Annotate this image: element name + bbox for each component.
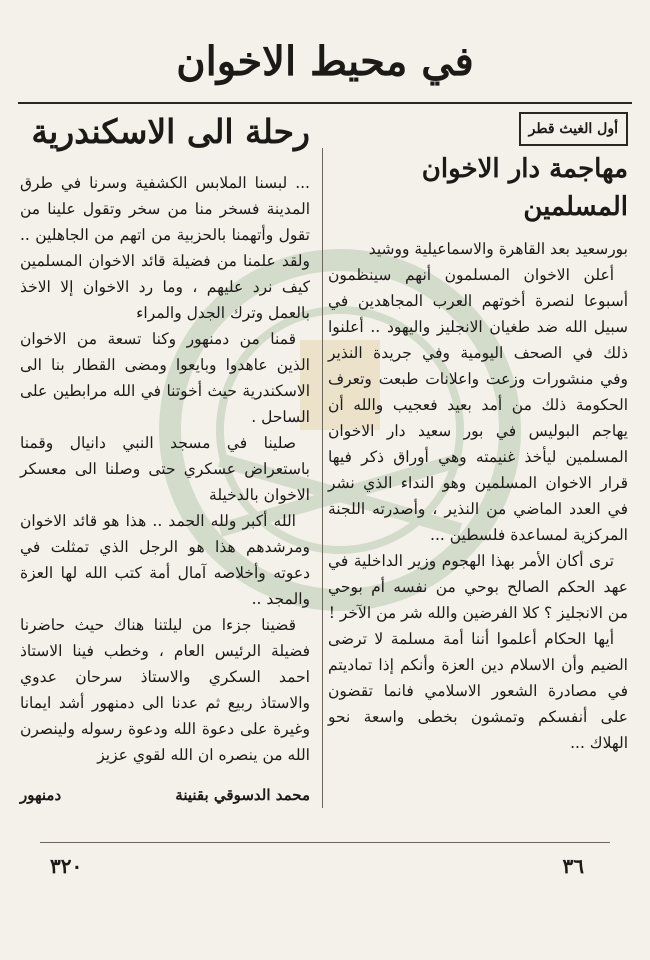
article-paragraph: أعلن الاخوان المسلمون أنهم سينظمون أسبوعا لنصرة أخوتهم العرب المجاهدين في سبيل الله ضد طغيان الانجليز واليهود .. أعلنوا ذلك في الصحف اليومية وفي جريدة النذير وفي منشورات وزعت واعلانات طبعت وتعرف الحكومة ذلك من أمد بعيد فعجيب والله أن يهاجم البوليس في بور سعيد دار الاخوان المسلمين ليأخذ غنيمته وهي أوراق ذكر فيها قرار الاخوان المسلمين وهو النداء الذي نشر في العدد الماضي من النذير ، وأصدرته اللجنة المركزية لمساعدة فلسطين ... bbox=[328, 266, 628, 544]
article-paragraph: بورسعيد بعد القاهرة والاسماعيلية ووشيد bbox=[368, 240, 628, 258]
signature-place: دمنهور bbox=[20, 786, 62, 804]
article-paragraph: ترى أكان الأمر بهذا الهجوم وزير الداخلية في عهد الحكم الصالح بوحي من نفسه أم بوحي من الانجليز ؟ كلا الفرضين والله شر من الآخر ! bbox=[328, 552, 628, 622]
masthead-rule bbox=[18, 102, 632, 104]
article-title: مهاجمة دار الاخوان المسلمين bbox=[421, 154, 628, 222]
page-number-right: ٣٦ bbox=[562, 854, 584, 878]
right-article bbox=[328, 108, 628, 756]
article-paragraph: الله أكبر ولله الحمد .. هذا هو قائد الاخوان ومرشدهم هذا هو الرجل الذي تمثلت في دعوته وأخلاصه آمال أمة كتب الله لها العزة والمجد .. bbox=[20, 512, 310, 608]
article-paragraph: أيها الحكام أعلموا أننا أمة مسلمة لا ترضى الضيم وأن الاسلام دين العزة وأنكم إذا تماديتم في مصادرة الشعور الاسلامي فانما تقضون على أنفسكم وتمشون بخطى واسعة نحو الهلاك ... bbox=[328, 630, 628, 752]
article-signature bbox=[20, 782, 310, 808]
footer-rule bbox=[40, 842, 610, 843]
article-paragraph: قمنا من دمنهور وكنا تسعة من الاخوان الذين عاهدوا وبايعوا ومضى القطار بنا الى الاسكندرية حيث أخوتنا في الله مرابطين على الساحل . bbox=[20, 330, 310, 426]
article-title: رحلة الى الاسكندرية bbox=[31, 112, 310, 151]
page-number-left: ٣٢٠ bbox=[50, 854, 83, 878]
article-paragraph: صلينا في مسجد النبي دانيال وقمنا باستعراض عسكري حتى وصلنا الى معسكر الاخوان بالدخيلة bbox=[20, 434, 310, 504]
page-masthead: في محيط الاخوان bbox=[176, 38, 474, 85]
article-paragraph: ... لبسنا الملابس الكشفية وسرنا في طرق المدينة فسخر منا من سخر وتقول علينا من تقول وأتهمنا بالحزبية من اتهم من الجاهلين .. ولقد علمنا من فضيلة قائد الاخوان المسلمين كيف نرد عليهم ، وما رد الاخوان إلا الاخذ بالعمل وترك الجدل والمراء bbox=[20, 174, 310, 322]
signature-name: محمد الدسوقي بقنينة bbox=[175, 786, 310, 804]
left-article bbox=[20, 108, 310, 808]
column-divider bbox=[322, 148, 323, 808]
article-paragraph: قضينا جزءا من ليلتنا هناك حيث حاضرنا فضيلة الرئيس العام ، وخطب فينا الاستاذ احمد السكري والاستاذ سرحان عدوي والاستاذ ربيع ثم عدنا الى دمنهور أشد ايمانا وغيرة على دعوة الله ودعوة رسوله ولينصرن الله من ينصره ان الله لقوي عزيز bbox=[20, 616, 310, 764]
article-byline: أول الغيث قطر bbox=[519, 112, 628, 146]
